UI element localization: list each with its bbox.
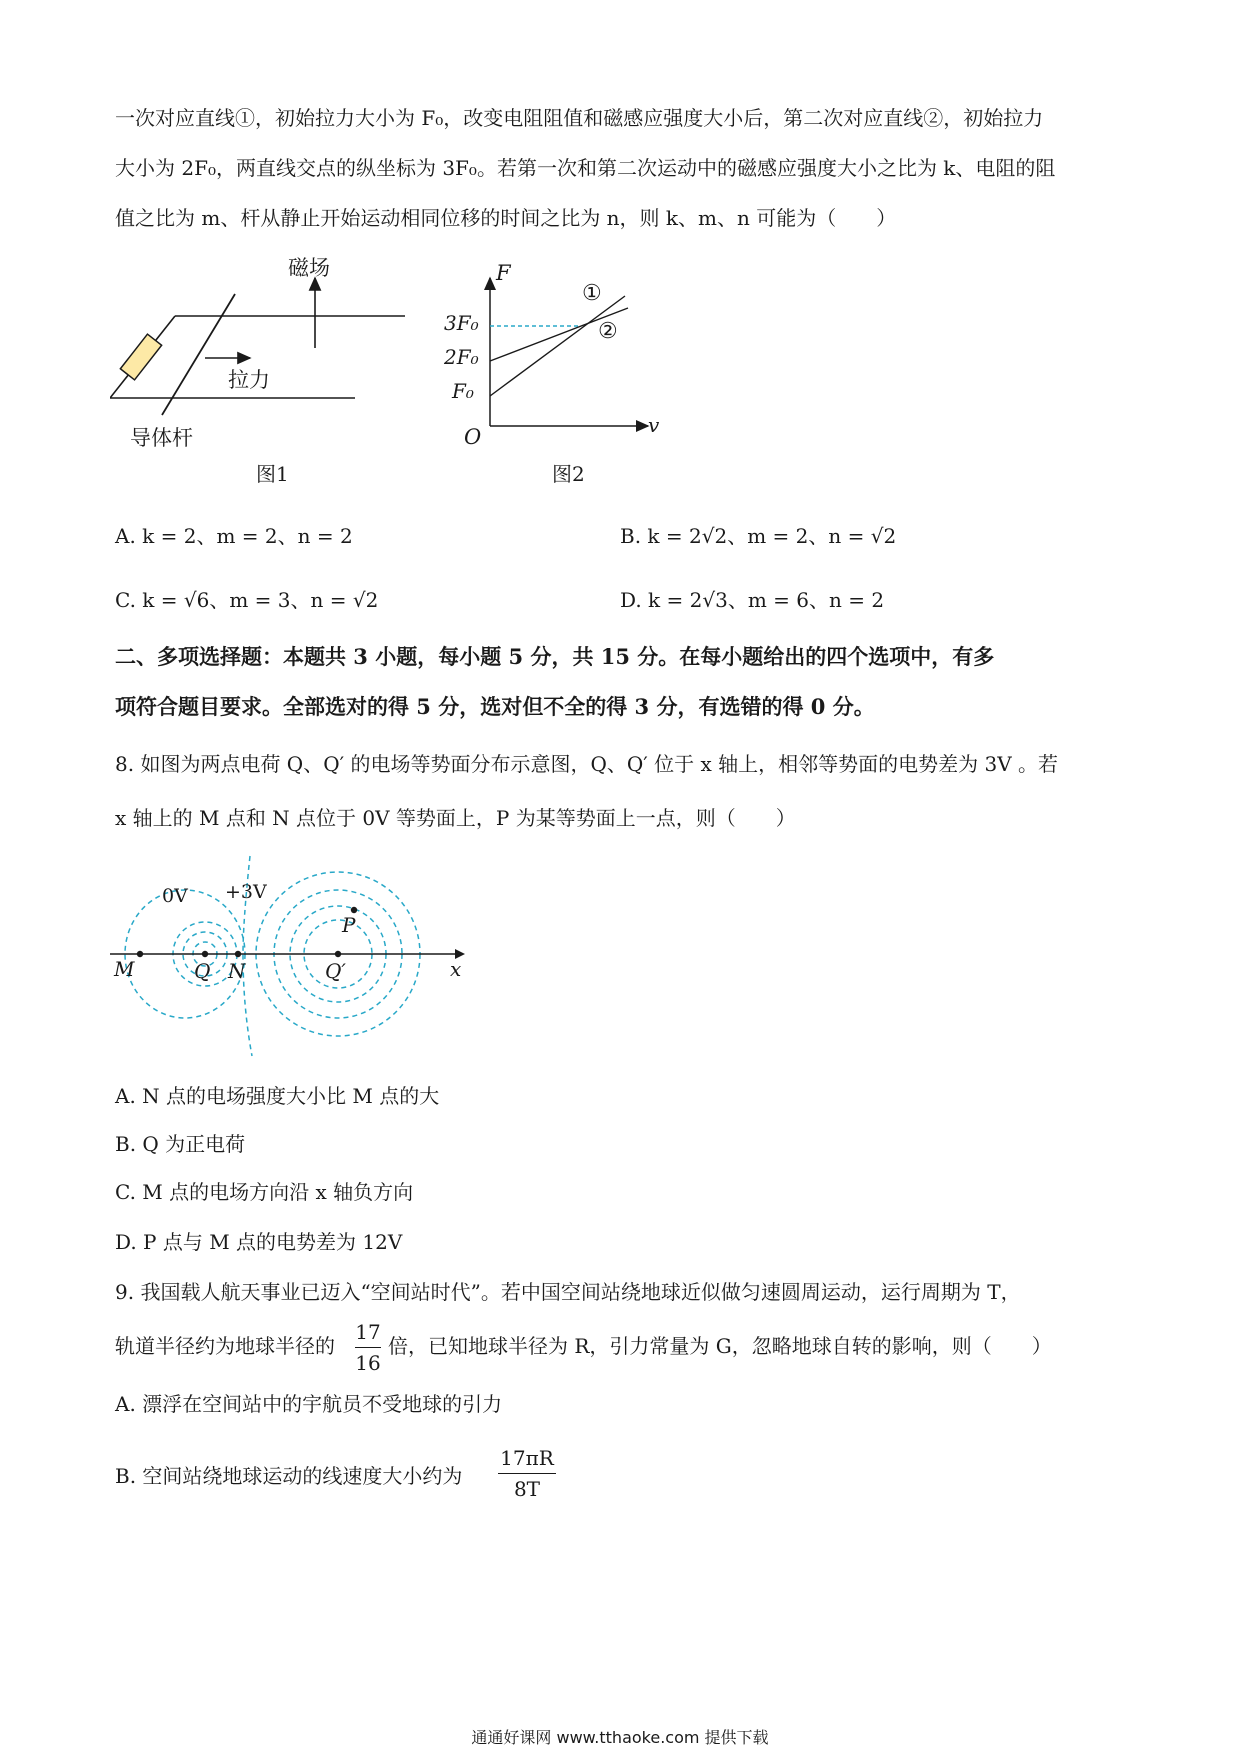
- q8-option-d[interactable]: D. P 点与 M 点的电势差为 12V: [115, 1230, 403, 1254]
- q9-stem-line-2-post: 倍，已知地球半径为 R，引力常量为 G，忽略地球自转的影响，则（ ）: [388, 1334, 1052, 1358]
- label-3v: +3V: [225, 881, 267, 903]
- section-heading-line-2: 项符合题目要求。全部选对的得 5 分，选对但不全的得 3 分，有选错的得 0 分。: [115, 694, 875, 719]
- q7-option-c[interactable]: C. k = √6、m = 3、n = √2: [115, 588, 379, 612]
- q9-fraction: [355, 1320, 381, 1375]
- point-n: [235, 951, 241, 957]
- point-q: [202, 951, 208, 957]
- q7-intro-line-2: 大小为 2F₀，两直线交点的纵坐标为 3F₀。若第一次和第二次运动中的磁感应强度大小之比为 k、电阻的阻: [115, 156, 1056, 180]
- q9-stem-line-2-pre: 轨道半径约为地球半径的: [115, 1334, 335, 1358]
- q9-fraction-num: 17: [355, 1320, 381, 1344]
- figure-equipotential: [110, 848, 470, 1060]
- q9-option-b-den: 8T: [513, 1477, 541, 1501]
- conductor-rod: [162, 294, 235, 415]
- label-n: N: [228, 959, 246, 983]
- q8-stem-line-1: 8. 如图为两点电荷 Q、Q′ 的电场等势面分布示意图，Q、Q′ 位于 x 轴上，相邻等势面的电势差为 3V 。若: [115, 752, 1059, 776]
- q8-option-c[interactable]: C. M 点的电场方向沿 x 轴负方向: [115, 1180, 414, 1204]
- figure-2-caption: 图2: [552, 462, 585, 486]
- label-0v: 0V: [162, 885, 188, 907]
- q8-option-b[interactable]: B. Q 为正电荷: [115, 1132, 246, 1156]
- q7-intro-line-1: 一次对应直线①，初始拉力大小为 F₀，改变电阻阻值和磁感应强度大小后，第二次对应直线②，初始拉力: [115, 106, 1044, 130]
- section-heading-line-1: 二、多项选择题：本题共 3 小题，每小题 5 分，共 15 分。在每小题给出的四个选项中，有多: [115, 644, 995, 669]
- label-m: M: [114, 957, 135, 981]
- q8-stem-line-2: x 轴上的 M 点和 N 点位于 0V 等势面上，P 为某等势面上一点，则（ ）: [115, 806, 796, 830]
- tick-3f0: 3F₀: [444, 311, 479, 335]
- origin-label: O: [464, 425, 482, 449]
- q9-fraction-den: 16: [355, 1351, 381, 1375]
- y-axis-label: F: [496, 261, 511, 285]
- rod-label: 导体杆: [130, 426, 193, 450]
- tick-2f0: 2F₀: [444, 345, 479, 369]
- line-2-label: ②: [598, 319, 618, 344]
- resistor: [120, 334, 161, 380]
- q7-option-d[interactable]: D. k = 2√3、m = 6、n = 2: [620, 588, 885, 612]
- point-qp: [335, 951, 341, 957]
- point-m: [137, 951, 143, 957]
- figure-1-circuit: [110, 250, 410, 450]
- q7-intro-line-3: 值之比为 m、杆从静止开始运动相同位移的时间之比为 n，则 k、m、n 可能为（ ）: [115, 206, 897, 230]
- q9-stem-line-1: 9. 我国载人航天事业已迈入“空间站时代”。若中国空间站绕地球近似做匀速圆周运动，运行周期为 T，: [115, 1280, 1021, 1304]
- label-qp: Q′: [325, 959, 346, 983]
- line-1-label: ①: [582, 281, 602, 306]
- page-footer: 通通好课网 www.tthaoke.com 提供下载: [471, 1728, 769, 1747]
- line-1: [490, 296, 625, 396]
- q9-option-b-num: 17πR: [500, 1446, 554, 1470]
- q8-option-a[interactable]: A. N 点的电场强度大小比 M 点的大: [115, 1084, 440, 1108]
- field-label: 磁场: [288, 256, 330, 280]
- x-axis-label: v: [648, 413, 660, 437]
- q9-option-a[interactable]: A. 漂浮在空间站中的宇航员不受地球的引力: [115, 1392, 503, 1416]
- label-q: Q: [194, 959, 211, 983]
- q9-option-b[interactable]: B. 空间站绕地球运动的线速度大小约为: [115, 1464, 463, 1488]
- q7-option-b[interactable]: B. k = 2√2、m = 2、n = √2: [620, 524, 897, 548]
- label-x: x: [450, 957, 462, 981]
- q9-option-b-fraction: [498, 1446, 556, 1501]
- label-p: P: [342, 913, 356, 937]
- figure-1-caption: 图1: [256, 462, 289, 486]
- q7-option-a[interactable]: A. k = 2、m = 2、n = 2: [115, 524, 353, 548]
- figure-2-graph: [430, 250, 670, 450]
- force-label: 拉力: [228, 368, 270, 392]
- tick-f0: F₀: [452, 379, 474, 403]
